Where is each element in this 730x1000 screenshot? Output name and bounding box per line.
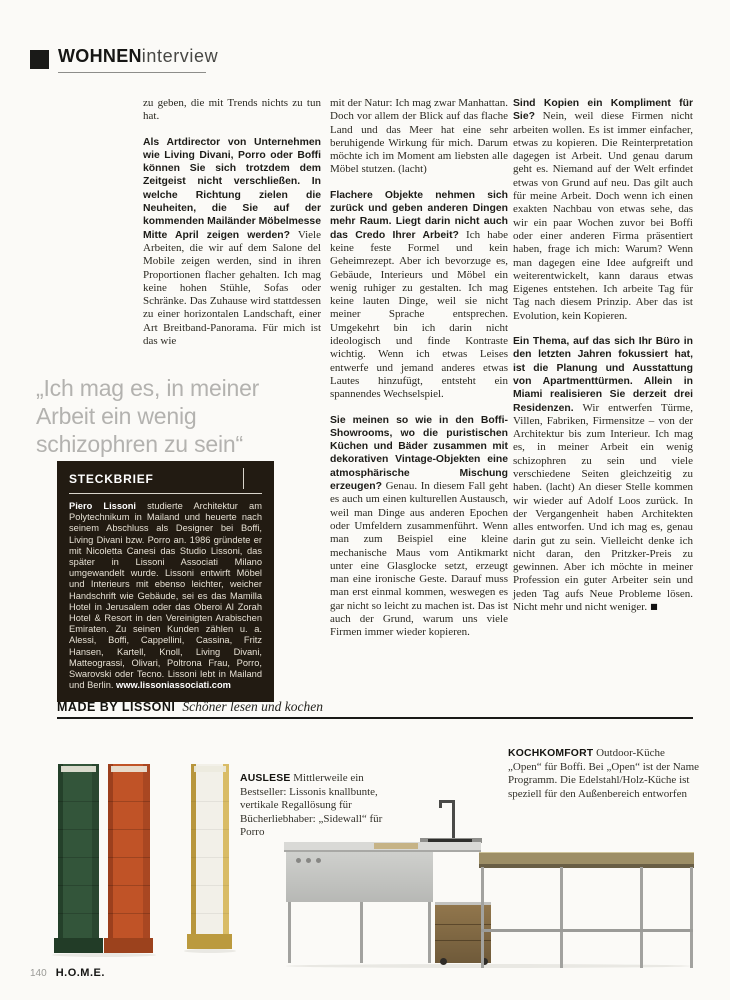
kitchen-leg — [288, 902, 291, 963]
answer-text: mit der Natur: Ich mag zwar Manhattan. Doch vor allem der Blick auf das flache Land und das Meer hat eine sehr beruhigende Wirkung für mich. Darum möchte ich im Moment am liebsten alle Möbel stutzen. (lacht) — [330, 97, 508, 176]
text-column-2 — [330, 97, 508, 652]
article-end-mark: ■ — [650, 601, 658, 611]
steckbrief-title: STECKBRIEF — [69, 472, 154, 486]
answer-text: Wir entwerfen Türme, Villen, Fabriken, Firmensitze – von der Architektur bis zum Interieur. Ich mag es, in meiner Arbeit ein wenig schizophren zu sein und viele verschiedene Seiten gleichzeitig zu haben. (lacht) An dieser Stelle kommen wir wieder auf Adolf Loos zurück. In der Vergangenheit haben Architekten alles entworfen. Und ich mag es, genau darin gut zu sein. Vielleicht denke ich nicht daran, den Pritzker-Preis zu gewinnen. Aber ich möchte in meiner Profession ein guter Arbeiter sein und jeden Tag aufs Neue Probleme lösen. Nicht mehr und nicht weniger. — [513, 401, 693, 613]
shelf-lines — [191, 774, 229, 934]
steckbrief-box — [57, 461, 274, 702]
shelf-shadow — [184, 949, 236, 953]
table-leg — [560, 867, 563, 968]
caption-text: Mittlerweile ein Bestseller: Lissonis knallbunte, vertikale Regallösung für Bücherliebhaber: „Sidewall“ für Porro — [240, 772, 383, 839]
page-footer — [30, 963, 105, 981]
bookshelf-gold — [191, 764, 229, 934]
question-text: Als Artdirector von Unternehmen wie Living Divani, Porro oder Boffi können Sie sich trotzdem dem Zeitgeist nicht verschließen. In welche Richtung zielen die Neuheiten, die Sie auf der kommenden Mailänder Möbelmesse Mitte April zeigen werden? — [143, 136, 321, 241]
bookshelf-green — [58, 764, 99, 938]
bookshelf-green-base — [54, 938, 103, 953]
steckbrief-text: studierte Architektur am Polytechnikum in Mailand und heuerte nach seinem Abschluss als Designer bei Boffi, Living Divani bzw. Porro an. 1986 gründete er mit Nicoletta Canesi das Studio Lissoni, das später in Lissoni Associati Milano umgewandelt wurde. Lissoni entwirft Möbel und Interieurs mit ebenso leichter, weicher Handschrift wie Gebäude, sei es das Mamilla Hotel in Jerusalem oder das Oberoi Al Zorah Hotel & Resort in den Vereinigten Arabischen Emiraten. Zu seinen Kunden zählen u. a. Alessi, Boffi, Cappellini, Cassina, Fritz Hansen, Kartell, Knoll, Living Divani, Matteograssi, Olivari, Poltrona Frau, Porro, Swarovski oder Tecno. Lissoni lebt in Mailand und Berlin. — [69, 501, 262, 691]
steckbrief-divider — [69, 493, 262, 494]
text-column-3 — [513, 97, 693, 626]
kitchen-leg — [428, 902, 431, 963]
trolley-wheel — [440, 958, 447, 965]
steckbrief-lead-name: Piero Lissoni — [69, 501, 136, 511]
answer-text: zu geben, die mit Trends nichts zu tun hat. — [143, 97, 321, 123]
caption-auslese — [240, 772, 404, 840]
kicker-light: interview — [141, 46, 219, 66]
caption-label: KOCHKOMFORT — [508, 748, 594, 759]
paragraph — [513, 335, 693, 614]
kitchen-table-top — [479, 852, 694, 868]
faucet-riser — [452, 800, 455, 840]
table-leg — [690, 867, 693, 968]
steckbrief-vertical-divider — [243, 468, 244, 489]
paragraph — [143, 97, 321, 124]
cutting-board — [374, 843, 418, 849]
shelf-top-rim — [111, 766, 147, 772]
section-kicker — [58, 46, 218, 67]
pull-quote: „Ich mag es, in meiner Arbeit ein wenig schizophren zu sein“ — [36, 375, 260, 457]
faucet-spout-tip — [439, 800, 442, 808]
section-square-mark — [30, 50, 49, 69]
caption-text: Outdoor-Küche „Open“ für Boffi. Bei „Open“ ist der Name Programm. Die Edelstahl/Holz-Küche ist speziell für den Außenbereich entworfen — [508, 747, 700, 800]
steckbrief-title-row — [69, 470, 262, 493]
table-leg — [640, 867, 643, 968]
answer-text: Viele Arbeiten, die wir auf dem Salone del Mobile zeigen werden, sind in ihren Proportionen flacher gehalten. Ich mag keine hohen Stühle, Sofas oder Schränke. Das Zuhause wird stattdessen zu einer horizontalen Landschaft, einer Art Breitband-Panorama. Für mich ist das wie — [143, 228, 321, 348]
made-by-title: MADE BY LISSONI — [57, 700, 176, 714]
bookshelf-gold-base — [187, 934, 232, 949]
answer-text: Ich habe keine feste Formel und kein Geheimrezept. Aber ich bevorzuge es, Gebäude, Interieurs und Möbel ein wenig ruhiger zu gestalten. Ich mag keine lauten Dinge, weil sie nicht meiner Sprache entsprechen. Umgekehrt bin ich darin nicht ideologisch und finde Kontraste wichtig. Wenn ich etwas Leises entwerfe und jemand anderes etwas Lautes hinzufügt, entsteht ein spannendes Wechselspiel. — [330, 228, 509, 401]
paragraph — [513, 97, 693, 323]
kitchen-leg — [360, 902, 363, 963]
bookshelf-orange-base — [104, 938, 153, 953]
question-text: Flachere Objekte nehmen sich zurück und geben anderen Dingen mehr Raum. Liegt darin nicht auch das Credo Ihrer Arbeit? — [330, 189, 508, 241]
caption-kochkomfort — [508, 747, 700, 801]
steckbrief-body — [69, 501, 262, 691]
paragraph — [330, 189, 508, 402]
question-text: Ein Thema, auf das sich Ihr Büro in den letzten Jahren fokussiert hat, ist die Planung und Ausstattung von Apartmenttürmen. Allein in Miami realisieren Sie derzeit drei Residenzen. — [513, 336, 693, 414]
bookshelf-orange — [108, 764, 150, 938]
made-by-header — [57, 698, 323, 716]
website-link[interactable]: www.lissoniassociati.com — [116, 680, 231, 691]
kitchen-shadow — [286, 964, 690, 968]
answer-text: Nein, weil diese Firmen nicht arbeiten wollen. Es ist immer einfacher, etwas zu kopieren. Die Reinterpretation dagegen ist Arbeit. Und genau darum geht es. Niemand auf der Welt erfindet etwas von Grund auf neu. Das gilt auch für meine Arbeit. Doch wenn ich einen exakten Nachbau von etwas sehe, das wir ein paar Wochen zuvor bei Boffi oder einer anderen Firma präsentiert haben, frage ich mich: Warum? Wenn man dagegen eine Idee aufgreift und weiterentwickelt, kann daraus etwas Eigenes entstehen. Ich arbeite Tag für Tag nach diesem Prinzip. Aber das ist Evolution, kein Kopieren. — [513, 110, 693, 322]
question-text: Sind Kopien ein Kompliment für Sie? — [513, 98, 693, 123]
magazine-brand: H.O.M.E. — [55, 967, 105, 979]
answer-text: Genau. In diesem Fall geht es auch um einen kulturellen Austausch, weil man Dinge aus anderen Epochen oder Umfeldern zusammenführt. Wenn man zum Beispiel eine kleine mechanische Maus vom Antikmarkt unter eine Glasglocke setzt, erzeugt man eine ironische Geste. Darauf muss man erst einmal kommen, weswegen es gar nicht so leicht zu machen ist. Das ist auch der Grund, warum uns viele Firmen immer wieder kopieren. — [330, 480, 508, 639]
shelf-top-rim — [194, 766, 226, 772]
text-column-1 — [143, 97, 321, 360]
shelf-shadow — [52, 953, 156, 957]
page-number: 140 — [30, 968, 47, 979]
shelf-lines — [108, 774, 150, 938]
kitchen-knob — [316, 858, 321, 863]
shelf-lines — [58, 774, 99, 938]
table-lower-shelf — [481, 929, 693, 932]
kitchen-knob — [306, 858, 311, 863]
caption-label: AUSLESE — [240, 773, 291, 784]
kicker-bold: WOHNEN — [58, 46, 142, 66]
made-by-subtitle: Schöner lesen und kochen — [182, 699, 323, 714]
kitchen-knob — [296, 858, 301, 863]
table-leg — [481, 867, 484, 968]
kicker-underline — [58, 72, 206, 73]
question-text: Sie meinen so wie in den Boffi-Showrooms, wo die puristischen Küchen und Bäder zusammen mit dekorativen Vintage-Objekten eine atmosphärische Mischung erzeugen? — [330, 414, 508, 493]
shelf-top-rim — [61, 766, 96, 772]
made-by-rule — [57, 717, 693, 719]
paragraph — [143, 136, 321, 349]
paragraph — [330, 414, 508, 640]
paragraph — [330, 97, 508, 177]
